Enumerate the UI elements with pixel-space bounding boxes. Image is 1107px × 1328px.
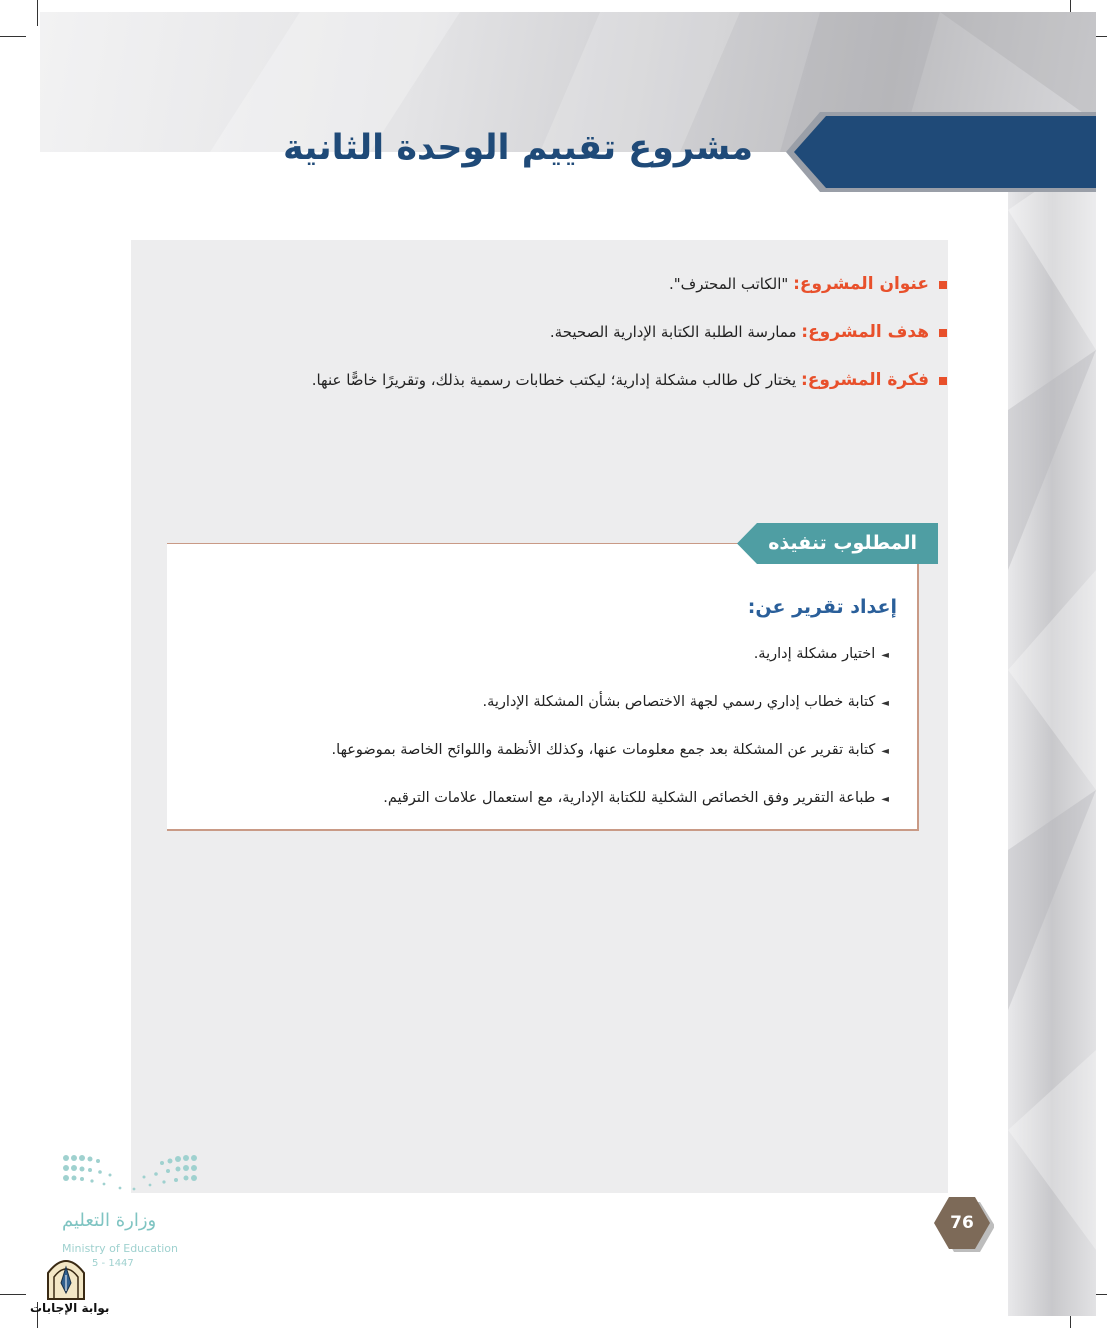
title-tab [786, 112, 1096, 192]
project-idea-value: يختار كل طالب مشكلة إدارية؛ ليكتب خطابات رسمية بذلك، وتقريرًا خاصًّا عنها. [311, 371, 801, 389]
ministry-year: 5 - 1447 [92, 1258, 134, 1269]
task-box [167, 544, 919, 831]
triangle-bullet-icon: ◄ [881, 698, 889, 709]
ministry-name-ar: وزارة التعليم [62, 1210, 157, 1231]
crop-mark [0, 1294, 26, 1295]
triangle-bullet-icon: ◄ [881, 650, 889, 661]
watermark-pen-icon [44, 1255, 88, 1301]
task-heading: إعداد تقرير عن: [747, 596, 897, 618]
page-number: 76 [950, 1213, 974, 1233]
project-goal-row [550, 322, 947, 342]
task-tab-label: المطلوب تنفيذه [768, 532, 917, 554]
triangle-bullet-icon: ◄ [881, 794, 889, 805]
bullet-square-icon [939, 377, 947, 385]
task-item [754, 646, 889, 662]
project-idea-key: فكرة المشروع: [800, 370, 929, 390]
crop-mark [0, 36, 26, 37]
project-title-key: عنوان المشروع: [793, 274, 929, 294]
project-idea-row [312, 370, 947, 390]
task-item-text: اختيار مشكلة إدارية. [753, 646, 876, 662]
crop-mark [37, 0, 38, 26]
triangle-bullet-icon: ◄ [881, 746, 889, 757]
task-item [483, 694, 889, 710]
project-title-row [669, 274, 947, 294]
project-title-value: "الكاتب المحترف". [669, 275, 794, 293]
task-item [332, 742, 889, 758]
ministry-logo-dots [60, 1150, 200, 1200]
task-item-text: كتابة تقرير عن المشكلة بعد جمع معلومات عنها، وكذلك الأنظمة واللوائح الخاصة بموضوعها. [331, 742, 876, 758]
task-item-text: كتابة خطاب إداري رسمي لجهة الاختصاص بشأن المشكلة الإدارية. [482, 694, 876, 710]
right-strip-facets [1008, 150, 1096, 1316]
task-item-text: طباعة التقرير وفق الخصائص الشكلية للكتابة الإدارية، مع استعمال علامات الترقيم. [383, 790, 876, 806]
page-title: مشروع تقييم الوحدة الثانية [282, 128, 753, 168]
bullet-square-icon [939, 329, 947, 337]
watermark-text: بوابة الإجابات [30, 1301, 110, 1315]
bullet-square-icon [939, 281, 947, 289]
ministry-name-en: Ministry of Education [62, 1242, 179, 1255]
task-item [383, 790, 889, 806]
project-goal-key: هدف المشروع: [801, 322, 929, 342]
project-goal-value: ممارسة الطلبة الكتابة الإدارية الصحيحة. [549, 323, 802, 341]
